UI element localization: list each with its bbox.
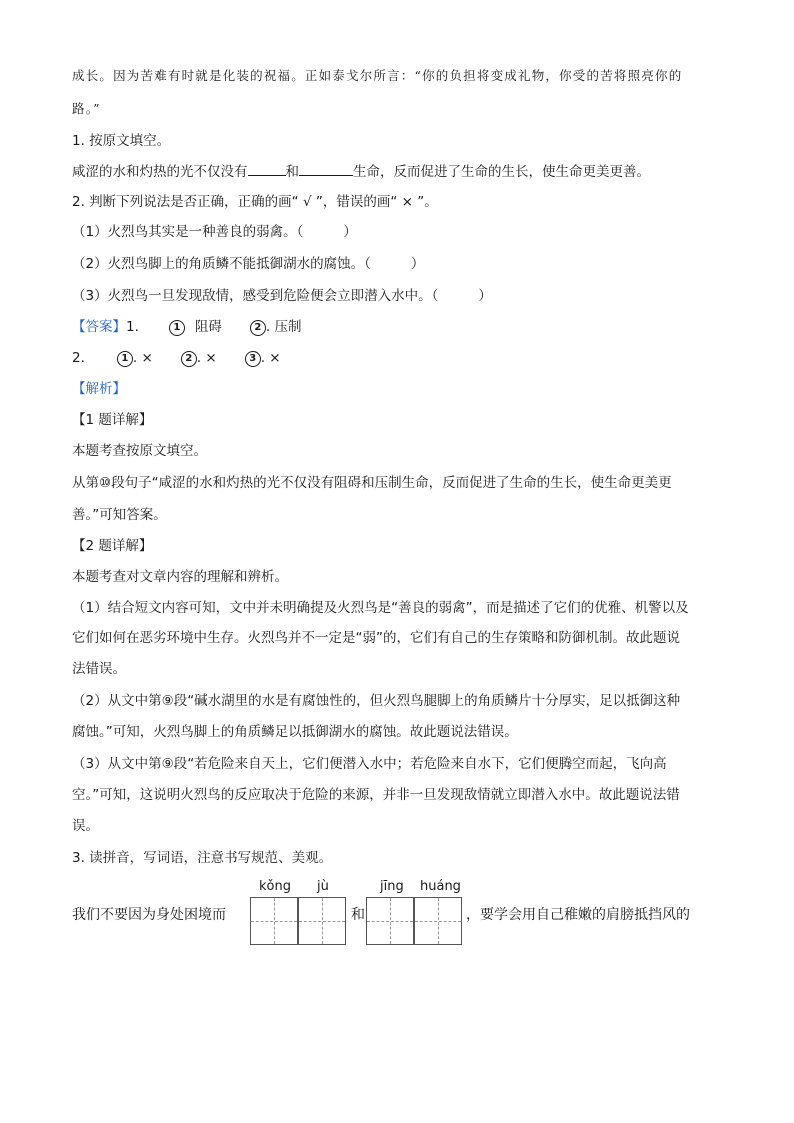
q3-title: 3. 读拼音，写词语，注意书写规范、美观。	[72, 850, 333, 866]
detail-2-line-3: 它们如何在恶劣环境中生存。火烈鸟并不一定是“弱”的，它们有自己的生存策略和防御机制。故此题说	[72, 630, 680, 646]
q2-item-2	[72, 254, 424, 274]
detail-2-line-6: 腐蚀。”可知，火烈鸟脚上的角质鳞足以抵御湖水的腐蚀。故此题说法错误。	[72, 724, 518, 740]
q1-title: 1. 按原文填空。	[72, 133, 171, 149]
detail-2-title: 【2 题详解】	[72, 538, 153, 554]
q2-item-2-close: ）	[410, 256, 425, 272]
answer-a1: 阻碍	[194, 319, 222, 335]
q2-item-3-close: ）	[478, 288, 492, 304]
pinyin-4: huáng	[420, 879, 461, 894]
intro-line-1: 成长。因为苦难有时就是化装的祝福。正如泰戈尔所言：“你的负担将变成礼物，你受的苦将照亮你的	[72, 68, 683, 83]
answer-label: 【答案】	[72, 319, 126, 335]
q2-item-3-text: （3）火烈鸟一旦发现敌情，感受到危险便会立即潜入水中。（	[72, 288, 439, 304]
detail-2-line-9: 误。	[72, 818, 99, 834]
pinyin-2: jù	[317, 879, 329, 894]
q3-after: ，要学会用自己稚嫩的肩膀抵挡风的	[466, 907, 690, 923]
answer-line-1	[72, 317, 301, 337]
answer-b2-mark: 2	[181, 351, 197, 367]
answer-b2: . ×	[196, 350, 217, 366]
detail-1-line-1: 本题考查按原文填空。	[72, 443, 207, 459]
q3-middle: 和	[351, 907, 365, 923]
detail-2-line-4: 法错误。	[72, 661, 126, 677]
writing-box-4[interactable]	[414, 897, 462, 945]
q1-text-a: 咸涩的水和灼热的光不仅没有	[72, 164, 248, 180]
q1-blank-2[interactable]	[299, 161, 353, 176]
answer-a2: . 压制	[265, 319, 302, 335]
answer-b1-mark: 1	[117, 351, 133, 367]
detail-2-line-7: （3）从文中第⑨段“若危险来自天上，它们便潜入水中；若危险来自水下，它们便腾空而起，飞向高	[72, 756, 667, 772]
pinyin-3: jīng	[380, 879, 404, 894]
answer-q2-num: 2.	[72, 350, 85, 366]
answer-b3: . ×	[260, 350, 281, 366]
q2-item-1-close: ）	[343, 224, 357, 240]
answer-b3-mark: 3	[245, 351, 261, 367]
detail-2-line-1: 本题考查对文章内容的理解和辨析。	[72, 569, 288, 585]
detail-2-line-5: （2）从文中第⑨段“碱水湖里的水是有腐蚀性的，但火烈鸟腿脚上的角质鳞片十分厚实，足以抵御这种	[72, 693, 681, 709]
pinyin-1: kǒng	[259, 879, 291, 894]
q1-blank-1[interactable]	[248, 161, 286, 176]
q2-title: 2. 判断下列说法是否正确，正确的画“ √ ”，错误的画“ × ”。	[72, 194, 438, 210]
q2-item-2-text: （2）火烈鸟脚上的角质鳞不能抵御湖水的腐蚀。（	[72, 256, 371, 272]
answer-a1-mark: 1	[169, 320, 185, 336]
q1-sentence	[72, 161, 650, 182]
analysis-label: 【解析】	[72, 381, 126, 397]
q3-before: 我们不要因为身处困境而	[72, 907, 226, 923]
answer-a2-mark: 2	[250, 320, 266, 336]
q2-item-1-text: （1）火烈鸟其实是一种善良的弱禽。（	[72, 224, 304, 240]
answer-line-2	[72, 348, 281, 368]
detail-1-line-3: 善。”可知答案。	[72, 507, 167, 523]
q2-item-1	[72, 222, 357, 242]
writing-box-3[interactable]	[366, 897, 414, 945]
detail-2-line-8: 空。”可知，这说明火烈鸟的反应取决于危险的来源，并非一旦发现敌情就立即潜入水中。故此题说法错	[72, 787, 680, 803]
writing-box-2[interactable]	[298, 897, 346, 945]
detail-1-line-2: 从第⑩段句子“咸涩的水和灼热的光不仅没有阻碍和压制生命，反而促进了生命的生长，使生命更美更	[72, 475, 672, 491]
answer-q1-num: 1.	[126, 319, 139, 335]
q2-item-3	[72, 286, 492, 306]
q1-text-b: 和	[285, 164, 299, 180]
q1-text-c: 生命，反而促进了生命的生长，使生命更美更善。	[353, 164, 650, 180]
writing-box-1[interactable]	[250, 897, 298, 945]
answer-b1: . ×	[132, 350, 153, 366]
detail-1-title: 【1 题详解】	[72, 412, 153, 428]
detail-2-line-2: （1）结合短文内容可知，文中并未明确提及火烈鸟是“善良的弱禽”，而是描述了它们的优雅、机警以及	[72, 600, 689, 616]
intro-line-2: 路。”	[72, 101, 101, 116]
